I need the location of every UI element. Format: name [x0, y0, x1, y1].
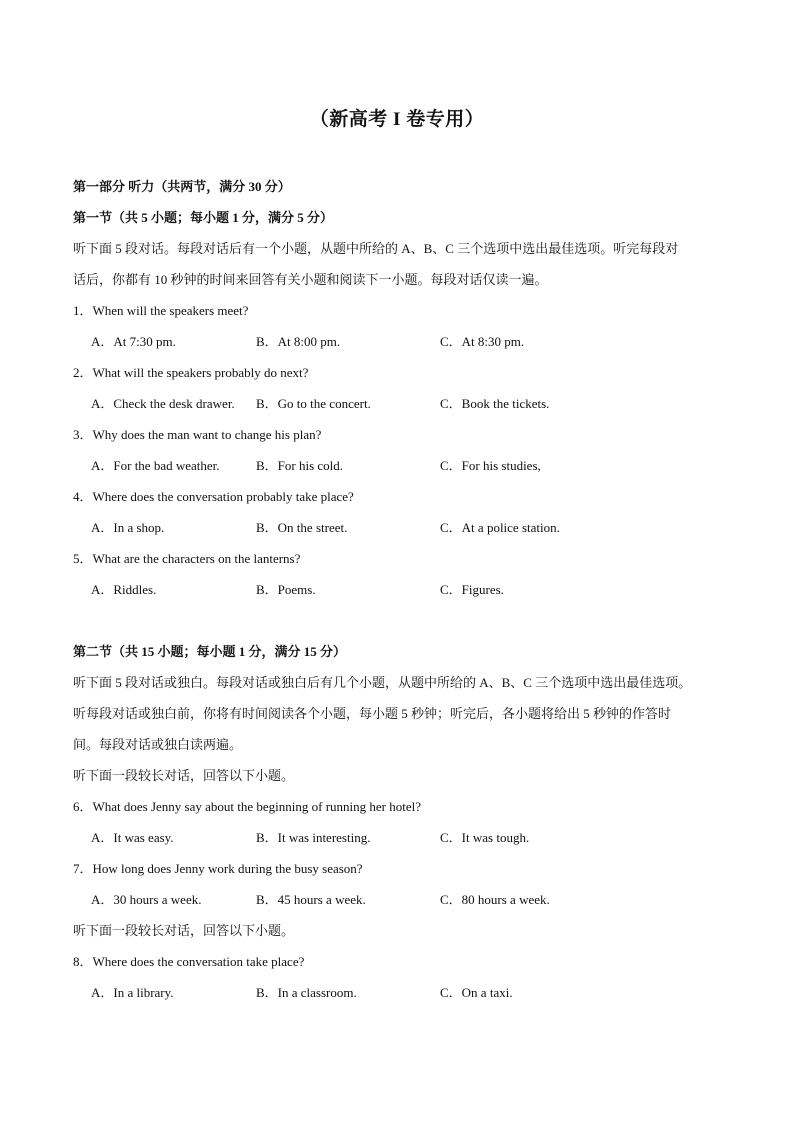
option-a: A．Check the desk drawer. [91, 396, 235, 411]
option-b: B．Go to the concert. [256, 396, 371, 411]
question-item [73, 853, 723, 915]
section-1-instructions: 听下面 5 段对话。每段对话后有一个小题，从题中所给的 A、B、C 三个选项中选出最佳选项。听完每段对 [73, 241, 679, 256]
option-c: C．At a police station. [440, 520, 560, 535]
dialogue-prompt: 听下面一段较长对话，回答以下小题。 [73, 768, 295, 783]
section-2-instructions: 听每段对话或独白前，你将有时间阅读各个小题，每小题 5 秒钟；听完后，各小题将给出 5 秒钟的作答时 [73, 706, 672, 721]
option-c: C．Book the tickets. [440, 396, 550, 411]
option-a: A．In a shop. [91, 520, 165, 535]
section-2-heading: 第二节（共 15 小题；每小题 1 分，满分 15 分） [73, 644, 347, 659]
question-text: 5．What are the characters on the lanterns? [73, 551, 301, 566]
section-1-instructions: 话后，你都有 10 秒钟的时间来回答有关小题和阅读下一小题。每段对话仅读一遍。 [73, 272, 548, 287]
question-options [73, 884, 723, 915]
option-a: A．30 hours a week. [91, 892, 202, 907]
question-options [73, 388, 723, 419]
option-b: B．45 hours a week. [256, 892, 366, 907]
question-options [73, 574, 723, 605]
option-c: C．For his studies, [440, 458, 541, 473]
question-options [73, 450, 723, 481]
option-c: C．At 8:30 pm. [440, 334, 525, 349]
question-item [73, 791, 723, 853]
question-item [73, 481, 723, 543]
question-item [73, 419, 723, 481]
question-options [73, 822, 723, 853]
option-c: C．Figures. [440, 582, 504, 597]
question-text: 2．What will the speakers probably do next? [73, 365, 309, 380]
option-c: C．80 hours a week. [440, 892, 550, 907]
question-text: 8．Where does the conversation take place? [73, 954, 305, 969]
question-text: 7．How long does Jenny work during the busy season? [73, 861, 363, 876]
option-a: A．Riddles. [91, 582, 157, 597]
option-a: A．At 7:30 pm. [91, 334, 176, 349]
section-2-instructions: 间。每段对话或独白读两遍。 [73, 737, 243, 752]
option-a: A．For the bad weather. [91, 458, 220, 473]
option-b: B．At 8:00 pm. [256, 334, 341, 349]
option-b: B．For his cold. [256, 458, 344, 473]
question-text: 4．Where does the conversation probably take place? [73, 489, 354, 504]
question-item [73, 357, 723, 419]
question-text: 1．When will the speakers meet? [73, 303, 249, 318]
part-heading: 第一部分 听力（共两节，满分 30 分） [73, 179, 291, 194]
option-b: B．On the street. [256, 520, 348, 535]
question-text: 3．Why does the man want to change his plan? [73, 427, 322, 442]
question-item [73, 946, 723, 1008]
dialogue-prompt: 听下面一段较长对话，回答以下小题。 [73, 923, 295, 938]
question-options [73, 326, 723, 357]
question-item [73, 295, 723, 357]
section-1-heading: 第一节（共 5 小题；每小题 1 分，满分 5 分） [73, 210, 334, 225]
option-b: B．Poems. [256, 582, 316, 597]
option-c: C．On a taxi. [440, 985, 513, 1000]
option-a: A．It was easy. [91, 830, 174, 845]
question-options [73, 512, 723, 543]
question-item [73, 543, 723, 605]
section-2-instructions: 听下面 5 段对话或独白。每段对话或独白后有几个小题，从题中所给的 A、B、C 三个选项中选出最佳选项。 [73, 675, 692, 690]
option-a: A．In a library. [91, 985, 174, 1000]
question-text: 6．What does Jenny say about the beginning of running her hotel? [73, 799, 422, 814]
page-title: （新高考 I 卷专用） [309, 109, 485, 130]
question-options [73, 977, 723, 1008]
option-c: C．It was tough. [440, 830, 530, 845]
listening-part [73, 171, 723, 1008]
option-b: B．In a classroom. [256, 985, 357, 1000]
section-spacer [73, 605, 723, 636]
option-b: B．It was interesting. [256, 830, 371, 845]
